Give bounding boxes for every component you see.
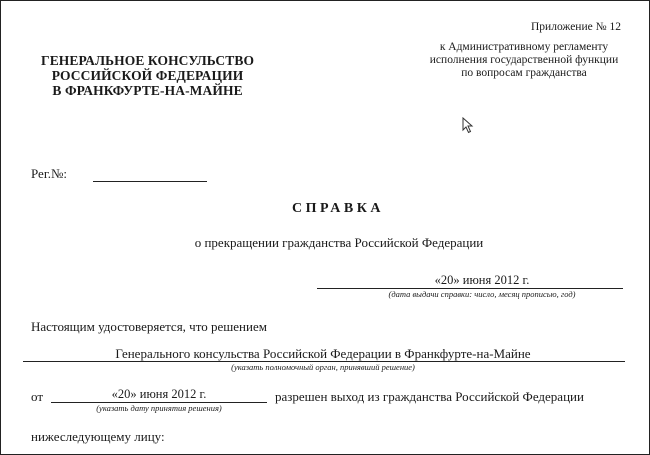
issue-date-value: «20» июня 2012 г. (434, 273, 530, 287)
org-line: В ФРАНКФУРТЕ-НА-МАЙНЕ (52, 83, 243, 98)
decision-authority-hint: (указать полномочный орган, принявший решение) (231, 362, 415, 372)
from-label: от (31, 389, 44, 404)
decision-date-value: «20» июня 2012 г. (111, 387, 207, 401)
consulate-header (41, 53, 254, 98)
registration-label: Рег.№: (31, 166, 67, 181)
decision-authority-value: Генерального консульства Российской Федерации в Франкфурте-на-Майне (115, 346, 531, 361)
registration-number-line (93, 181, 207, 182)
org-line: РОССИЙСКОЙ ФЕДЕРАЦИИ (51, 68, 244, 83)
certify-text: Настоящим удостоверяется, что решением (31, 319, 267, 334)
document-title: СПРАВКА (292, 201, 384, 216)
org-line: ГЕНЕРАЛЬНОЕ КОНСУЛЬСТВО (41, 53, 255, 68)
permitted-text: разрешен выход из гражданства Российской Федерации (275, 389, 584, 404)
appendix-line: исполнения государственной функции (429, 54, 619, 66)
redaction-mark (68, 163, 94, 179)
person-text: нижеследующему лицу: (31, 429, 165, 444)
document-subtitle: о прекращении гражданства Российской Федерации (194, 235, 484, 250)
appendix-line: по вопросам гражданства (461, 67, 587, 79)
appendix-reference (419, 41, 629, 80)
issue-date-hint: (дата выдачи справки: число, месяц прописью, год) (388, 289, 576, 299)
appendix-number: Приложение № 12 (531, 21, 621, 33)
appendix-line: к Административному регламенту (439, 41, 609, 53)
decision-date-hint: (указать дату принятия решения) (96, 403, 222, 413)
mouse-cursor-icon (462, 117, 474, 134)
